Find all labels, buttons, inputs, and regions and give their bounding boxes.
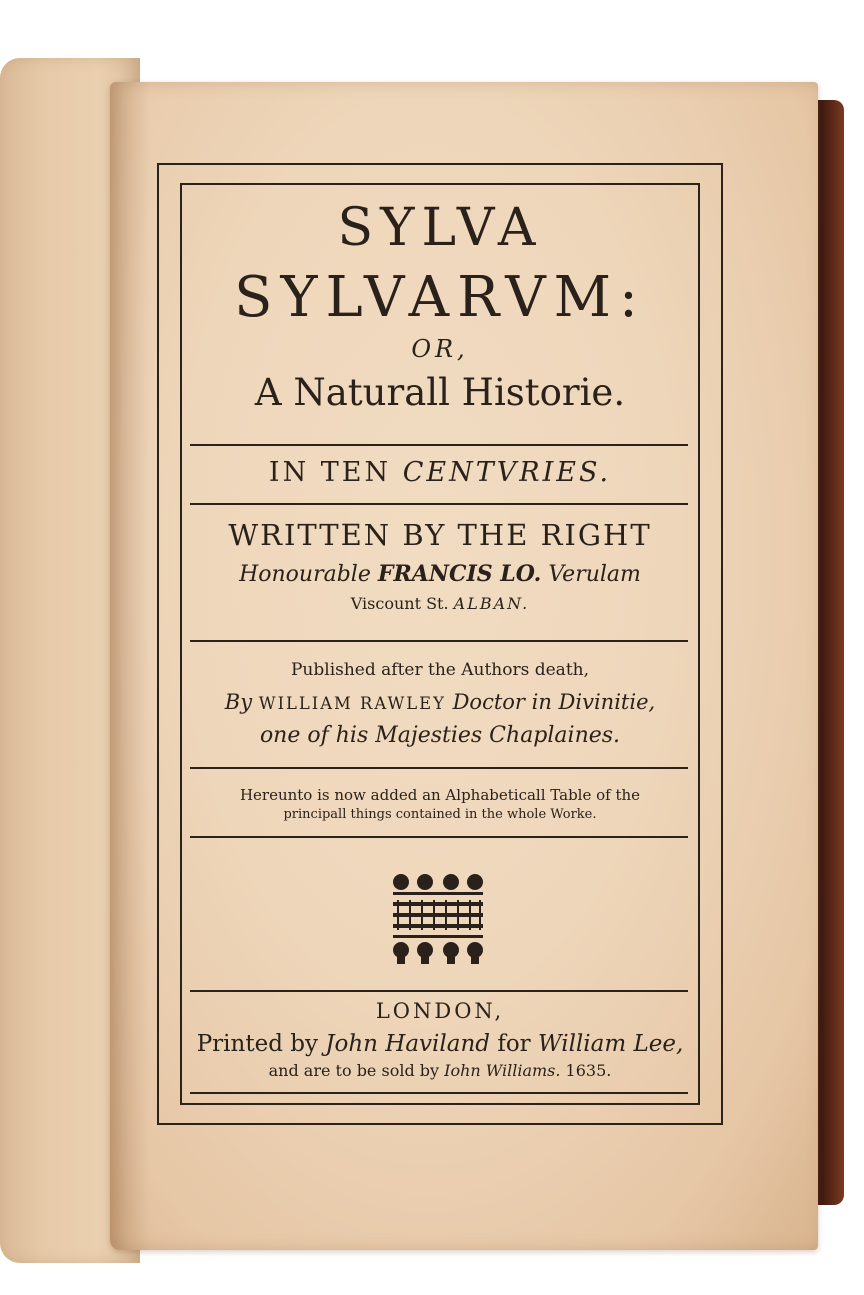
- rawley-line: [180, 688, 700, 718]
- author-name: FRANCIS LO.: [377, 561, 542, 587]
- printed-by-line: [180, 1028, 700, 1060]
- bookseller-name: William Lee,: [537, 1031, 684, 1057]
- divider-rule: [190, 767, 688, 769]
- honourable-text: Honourable: [239, 562, 371, 587]
- viscount-text: Viscount St.: [350, 594, 449, 613]
- divider-rule: [190, 444, 688, 446]
- centuries-prefix: IN TEN: [268, 457, 392, 488]
- rawley-name: WILLIAM RAWLEY: [258, 694, 446, 713]
- hereunto-line-1: Hereunto is now added an Alphabeticall Table of the: [239, 786, 641, 804]
- verulam-text: Verulam: [548, 562, 641, 587]
- title-line-2: SYLVARVM:: [234, 265, 646, 330]
- chaplains-line: one of his Majesties Chaplaines.: [259, 723, 621, 748]
- for-text: for: [497, 1031, 531, 1057]
- centuries-word: CENTVRIES.: [402, 457, 612, 488]
- viscount-line: [180, 593, 700, 615]
- printed-by-text: Printed by: [196, 1031, 318, 1057]
- author-line: [180, 560, 700, 589]
- published-line: Published after the Authors death,: [290, 660, 589, 680]
- year-text: 1635.: [565, 1061, 612, 1080]
- divider-rule: [190, 503, 688, 505]
- london-line: LONDON,: [375, 999, 505, 1023]
- hereunto-line-2: principall things contained in the whole Worke.: [283, 807, 597, 822]
- or-text: OR,: [411, 335, 469, 363]
- page-gutter-shadow: [110, 82, 150, 1250]
- written-by-line: WRITTEN BY THE RIGHT: [228, 518, 652, 552]
- seller-name: Iohn Williams.: [444, 1061, 561, 1080]
- title-line-1: SYLVA: [337, 198, 543, 258]
- sold-line: [180, 1060, 700, 1082]
- divider-rule: [190, 990, 688, 992]
- printer-name: John Haviland: [325, 1031, 490, 1057]
- centuries-line: [180, 456, 700, 490]
- subtitle: A Naturall Historie.: [254, 371, 626, 414]
- sold-prefix: and are to be sold by: [268, 1061, 440, 1080]
- divider-rule: [190, 640, 688, 642]
- by-text: By: [224, 690, 253, 714]
- divider-rule: [190, 1092, 688, 1094]
- printers-ornament: [388, 868, 488, 968]
- divider-rule: [190, 836, 688, 838]
- alban-text: ALBAN.: [453, 594, 530, 613]
- doctor-text: Doctor in Divinitie,: [452, 690, 656, 714]
